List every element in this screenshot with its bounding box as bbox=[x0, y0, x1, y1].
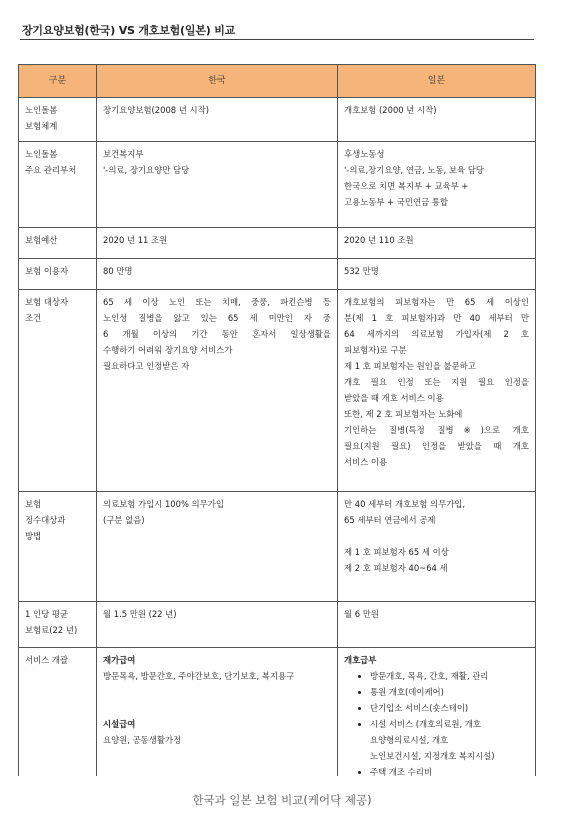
spacer bbox=[103, 700, 331, 716]
cell-text: 요양원, 공동생활가정 bbox=[103, 735, 182, 745]
list-item: • 통원 개호(데이케어) bbox=[370, 684, 529, 700]
cell-text: 2020 년 11 조원 bbox=[103, 235, 168, 245]
cell-text: 한국으로 치면 복지부 + 교육부 + bbox=[344, 181, 469, 191]
list-item: • 주택 개조 수리비 bbox=[370, 764, 529, 776]
row-category bbox=[19, 98, 97, 142]
document-title: 장기요양보험(한국) VS 개호보험(일본) 비교 bbox=[22, 24, 236, 37]
korea-cell bbox=[97, 290, 338, 492]
cell-text: 필요(지원 필요) 인정을 받았을 때 개호 bbox=[344, 441, 529, 451]
cell-text: 의료보험 가입시 100% 의무가입 bbox=[103, 499, 224, 509]
japan-cell bbox=[338, 228, 536, 259]
table-row bbox=[19, 98, 536, 142]
table-row bbox=[19, 290, 536, 492]
cell-text: 월 1.5 만원 (22 년) bbox=[103, 609, 177, 619]
category-text: 조건 bbox=[25, 313, 42, 323]
table-row bbox=[19, 228, 536, 259]
cell-text: 65 세부터 연금에서 공제 bbox=[344, 515, 436, 525]
korea-cell bbox=[97, 98, 338, 142]
table-header-row bbox=[19, 65, 536, 98]
category-text: 주요 관리부처 bbox=[25, 165, 77, 175]
row-category bbox=[19, 259, 97, 290]
japan-cell bbox=[338, 602, 536, 648]
category-text: 노인돌봄 bbox=[25, 149, 58, 159]
cell-text: 제 2 호 피보험자 40~64 세 bbox=[344, 563, 448, 573]
cell-text: 받았을 때 개호 서비스 이용 bbox=[344, 393, 444, 403]
cell-text: 제 1 호 피보험자 65 세 이상 bbox=[344, 547, 449, 557]
cell-text: 개호보험의 피보험자는 만 65 세 이상인 bbox=[344, 297, 529, 307]
section-heading: 재가급여 bbox=[103, 655, 136, 665]
category-text: 보험 대상자 bbox=[25, 297, 69, 307]
category-text: 징수대상과 bbox=[25, 515, 66, 525]
section-heading: 시설급여 bbox=[103, 719, 136, 729]
cell-text: 2020 년 110 조원 bbox=[344, 235, 414, 245]
row-category bbox=[19, 142, 97, 228]
table-row bbox=[19, 602, 536, 648]
korea-cell bbox=[97, 142, 338, 228]
header-korea: 한국 bbox=[97, 65, 338, 98]
category-text: 서비스 개괄 bbox=[25, 655, 69, 665]
cell-text: 기인하는 질병(특정 질병※)으로 개호 bbox=[344, 425, 529, 435]
cell-text: 월 6 만원 bbox=[344, 609, 379, 619]
comparison-table bbox=[18, 64, 536, 776]
cell-text: 532 만명 bbox=[344, 266, 379, 276]
spacer bbox=[103, 684, 331, 700]
cell-text: 장기요양보험(2008 년 시작) bbox=[103, 105, 209, 115]
cell-text: 제 1 호 피보험자는 원인을 불문하고 bbox=[344, 361, 476, 371]
cell-text: 분(제 1 호 피보험자)과 만 40 세부터 만 bbox=[344, 313, 529, 323]
list-item: • 방문개호, 목욕, 간호, 재활, 관리 bbox=[370, 668, 529, 684]
korea-cell bbox=[97, 602, 338, 648]
category-text: 노인돌봄 bbox=[25, 105, 58, 115]
cell-text: 개호 필요 인정 또는 지원 필요 인정을 bbox=[344, 377, 529, 387]
japan-cell bbox=[338, 648, 536, 777]
row-category bbox=[19, 228, 97, 259]
table-row bbox=[19, 142, 536, 228]
cell-text: 노인성 질병을 앓고 있는 65 세 미만인 자 중 bbox=[103, 313, 331, 323]
cell-text: (구분 없음) bbox=[103, 515, 145, 525]
row-category bbox=[19, 492, 97, 602]
row-category bbox=[19, 602, 97, 648]
list-item: • 단기입소 서비스(숏스테이) bbox=[370, 700, 529, 716]
row-category bbox=[19, 648, 97, 777]
spacer bbox=[344, 528, 529, 544]
cell-text: 개호보험 (2000 년 시작) bbox=[344, 105, 437, 115]
table-row bbox=[19, 492, 536, 602]
category-text: 1 인당 평균 bbox=[25, 609, 69, 619]
cell-text: 피보험자)로 구분 bbox=[344, 345, 407, 355]
cell-text: 필요하다고 인정받은 자 bbox=[103, 361, 190, 371]
category-text: 보험료(22 년) bbox=[25, 625, 78, 635]
cell-text: 만 40 세부터 개호보험 의무가입, bbox=[344, 499, 466, 509]
cell-text: 후생노동성 bbox=[344, 149, 385, 159]
header-japan: 일본 bbox=[338, 65, 536, 98]
cell-text: 방문목욕, 방문간호, 주야간보호, 단기보호, 복지용구 bbox=[103, 671, 295, 681]
cell-text: '-의료,장기요양, 연금, 노동, 보육 담당 bbox=[344, 165, 484, 175]
category-text: 보험체계 bbox=[25, 121, 58, 131]
japan-cell bbox=[338, 290, 536, 492]
korea-cell bbox=[97, 228, 338, 259]
category-text: 보험예산 bbox=[25, 235, 58, 245]
section-heading: 개호급부 bbox=[344, 655, 377, 665]
header-category: 구분 bbox=[19, 65, 97, 98]
cell-text: 65 세 이상 노인 또는 치매, 중풍, 파킨슨병 등 bbox=[103, 297, 331, 307]
list-item: • 시설 서비스 (개호의료원, 개호 요양형의료시설, 개호 노인보건시설, 지정개호 복지시설) bbox=[370, 716, 529, 764]
table-row bbox=[19, 648, 536, 777]
title-underline bbox=[20, 39, 534, 40]
cell-text: 또한, 제 2 호 피보험자는 노화에 bbox=[344, 409, 463, 419]
japan-cell bbox=[338, 492, 536, 602]
row-category bbox=[19, 290, 97, 492]
cell-text: 보건복지부 bbox=[103, 149, 144, 159]
document-image bbox=[14, 14, 550, 776]
cell-text: 6 개월 이상의 기간 동안 혼자서 일상생활을 bbox=[103, 329, 331, 339]
service-list bbox=[344, 668, 529, 776]
cell-text: 서비스 이용 bbox=[344, 457, 388, 467]
category-text: 보험 bbox=[25, 499, 42, 509]
category-text: 보험 이용자 bbox=[25, 266, 69, 276]
japan-cell bbox=[338, 98, 536, 142]
korea-cell bbox=[97, 648, 338, 777]
table-row bbox=[19, 259, 536, 290]
cell-text: 수행하기 어려워 장기요양 서비스가 bbox=[103, 345, 233, 355]
korea-cell bbox=[97, 259, 338, 290]
cell-text: 80 만명 bbox=[103, 266, 133, 276]
korea-cell bbox=[97, 492, 338, 602]
cell-text: '-의료, 장기요양만 담당 bbox=[103, 165, 190, 175]
cell-text: 고용노동부 + 국민연금 통합 bbox=[344, 197, 448, 207]
japan-cell bbox=[338, 142, 536, 228]
japan-cell bbox=[338, 259, 536, 290]
image-caption: 한국과 일본 보험 비교(케어닥 제공) bbox=[192, 793, 372, 807]
category-text: 방법 bbox=[25, 531, 42, 541]
cell-text: 64 세까지의 의료보험 가입자(제 2 호 bbox=[344, 329, 529, 339]
